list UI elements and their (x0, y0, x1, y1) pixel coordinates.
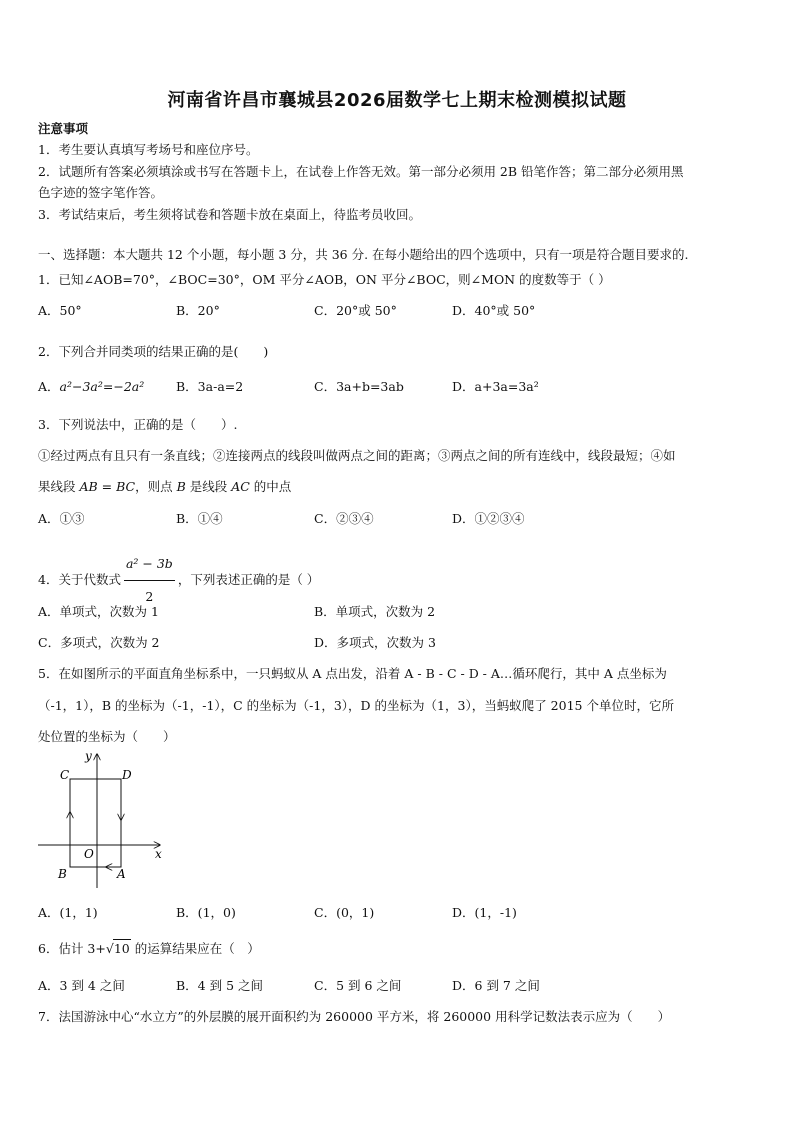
q2-option-a-label: A． (38, 379, 60, 394)
notice-item: 2．试题所有答案必须填涂或书写在答题卡上，在试卷上作答无效。第一部分必须用 2B 铅笔作答；第二部分必须用黑 (38, 164, 684, 179)
q2-option-b: B．3a-a=2 (176, 379, 244, 394)
q6-option-c: C．5 到 6 之间 (314, 978, 402, 993)
label-a: A (117, 867, 126, 881)
q4-fraction-denominator: 2 (145, 589, 154, 604)
question-5-stem-end: 处位置的坐标为（ ） (38, 729, 176, 744)
q3-text: 的中点 (249, 479, 292, 494)
q2-option-a (38, 378, 144, 396)
q5-coordinate-figure (36, 748, 176, 896)
q2-option-d: D．a+3a=3a² (452, 379, 539, 394)
q4-option-c: C．多项式，次数为 2 (38, 635, 160, 650)
question-3-statements: ①经过两点有且只有一条直线；②连接两点的线段叫做两点之间的距离；③两点之间的所有连线中，线段最短；④如 (38, 448, 676, 463)
q3-math: AC (231, 479, 250, 494)
question-7-stem: 7．法国游泳中心“水立方”的外层膜的展开面积约为 260000 平方米，将 260000 用科学记数法表示应为（ ） (38, 1009, 671, 1024)
label-y: y (85, 749, 92, 763)
notice-heading: 注意事项 (38, 121, 89, 136)
q4-option-d: D．多项式，次数为 3 (314, 635, 436, 650)
q4-text: ，下列表述正确的是（ ） (177, 572, 320, 587)
question-3-stem: 3．下列说法中，正确的是（ ）. (38, 417, 238, 432)
q3-option-c: C．②③④ (314, 511, 374, 526)
q5-option-b: B．(1，0) (176, 905, 236, 920)
question-6-stem: 6．估计 3+√10 的运算结果应在（ ） (38, 941, 260, 956)
question-5-stem: 5．在如图所示的平面直角坐标系中，一只蚂蚁从 A 点出发，沿着 A - B - C - D - A…循环爬行，其中 A 点坐标为 (38, 666, 667, 681)
q5-option-c: C．(0，1) (314, 905, 375, 920)
label-d: D (122, 768, 132, 782)
ant-path-rectangle (70, 779, 121, 867)
label-c: C (60, 768, 70, 782)
q3-text: 果线段 (38, 479, 80, 494)
question-3-statements-cont (38, 478, 291, 496)
q2-option-a-math: a²−3a²=−2a² (59, 379, 145, 394)
q5-option-d: D．(1，-1) (452, 905, 517, 920)
label-b: B (58, 867, 67, 881)
label-x: x (155, 847, 162, 861)
question-1-stem: 1．已知∠AOB=70°，∠BOC=30°，OM 平分∠AOB，ON 平分∠BOC，则∠MON 的度数等于（ ） (38, 272, 611, 287)
q6-option-b: B．4 到 5 之间 (176, 978, 264, 993)
q6-text: 的运算结果应在（ ） (130, 941, 260, 956)
q2-option-c: C．3a+b=3ab (314, 379, 404, 394)
q6-sqrt-radicand: 10 (113, 941, 130, 956)
q3-option-d: D．①②③④ (452, 511, 525, 526)
q4-option-a: A．单项式，次数为 1 (38, 604, 159, 619)
q1-option-c: C．20°或 50° (314, 303, 397, 318)
page-title: 河南省许昌市襄城县2026届数学七上期末检测模拟试题 (167, 90, 627, 111)
q3-math: B (176, 479, 186, 494)
q1-option-b: B．20° (176, 303, 220, 318)
label-origin: O (84, 847, 94, 861)
q3-option-a: A．①③ (38, 511, 85, 526)
q3-text: 是线段 (185, 479, 232, 494)
question-5-stem-cont: （-1，1），B 的坐标为（-1，-1），C 的坐标为（-1，3），D 的坐标为（1，3），当蚂蚁爬了 2015 个单位时，它所 (38, 698, 674, 713)
q3-text: ，则点 (135, 479, 177, 494)
q4-option-b: B．单项式，次数为 2 (314, 604, 436, 619)
q4-fraction-numerator: a² − 3b (124, 548, 175, 581)
q4-text: 4．关于代数式 (38, 572, 121, 587)
q5-option-a: A．(1，1) (38, 905, 98, 920)
q3-option-b: B．①④ (176, 511, 223, 526)
notice-item: 1．考生要认真填写考场号和座位序号。 (38, 142, 259, 157)
q6-option-a: A．3 到 4 之间 (38, 978, 125, 993)
question-2-stem: 2．下列合并同类项的结果正确的是( ) (38, 344, 269, 359)
q6-option-d: D．6 到 7 之间 (452, 978, 540, 993)
q1-option-d: D．40°或 50° (452, 303, 536, 318)
notice-item: 色字迹的签字笔作答。 (38, 185, 164, 200)
section-heading: 一、选择题：本大题共 12 个小题，每小题 3 分，共 36 分. 在每小题给出的四个选项中，只有一项是符合题目要求的. (38, 247, 689, 262)
q1-option-a: A．50° (38, 303, 82, 318)
q3-math: AB = BC (79, 479, 136, 494)
notice-item: 3．考试结束后，考生须将试卷和答题卡放在桌面上，待监考员收回。 (38, 207, 421, 222)
q6-text: 6．估计 3+ (38, 941, 106, 956)
